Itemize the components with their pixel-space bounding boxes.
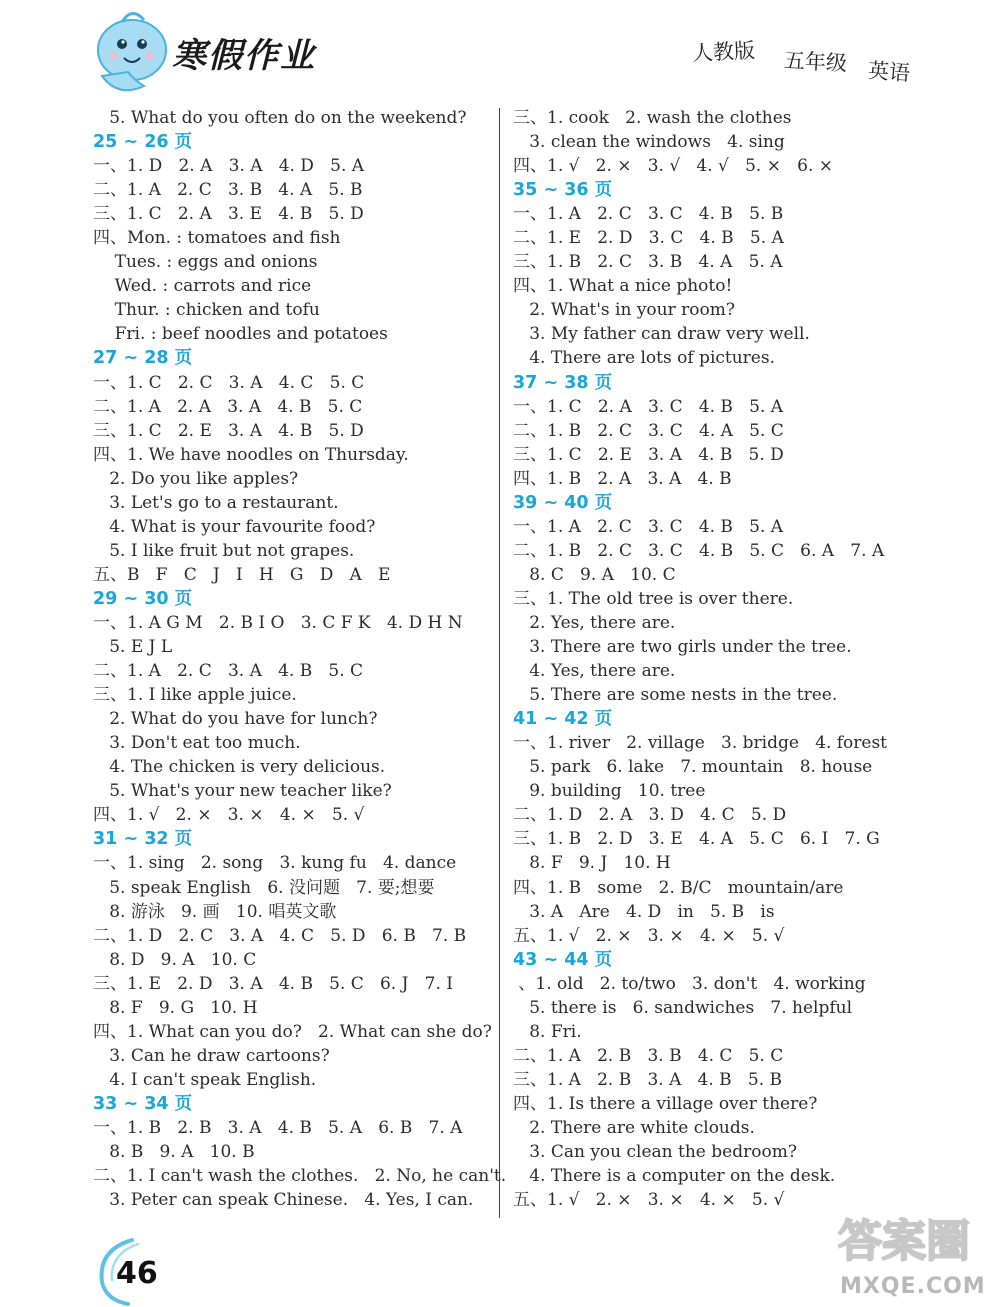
answer-line: 四、Mon. : tomatoes and fish	[93, 228, 341, 249]
right-answer-column	[513, 106, 923, 1212]
answer-line: 、1. old 2. to/two 3. don't 4. working	[513, 973, 866, 994]
answer-line: 8. B 9. A 10. B	[93, 1142, 255, 1163]
answer-line: 3. A Are 4. D in 5. B is	[513, 901, 775, 922]
watermark-logo-text: 答案圈	[838, 1216, 970, 1267]
answer-line: 五、1. √ 2. × 3. × 4. × 5. √	[513, 1190, 785, 1211]
answer-line: 三、1. cook 2. wash the clothes	[513, 108, 792, 128]
answer-line: 四、1. What a nice photo!	[513, 276, 733, 297]
answer-line: 五、B F C J I H G D A E	[93, 564, 391, 585]
answer-line: 8. F 9. G 10. H	[93, 997, 258, 1018]
answer-line: 二、1. B 2. C 3. C 4. A 5. C	[513, 420, 784, 441]
answer-line: 三、1. C 2. A 3. E 4. B 5. D	[93, 204, 364, 225]
answer-line: 二、1. A 2. A 3. A 4. B 5. C	[93, 396, 363, 417]
answer-line: 8. D 9. A 10. C	[93, 949, 257, 970]
page-range-heading: 25 ~ 26 页	[93, 132, 193, 153]
answer-line: 2. Yes, there are.	[513, 612, 676, 633]
answer-line: 四、1. Is there a village over there?	[513, 1093, 818, 1114]
answer-line: 9. building 10. tree	[513, 781, 706, 802]
answer-line: 3. Can you clean the bedroom?	[513, 1142, 797, 1163]
answer-line: 一、1. sing 2. song 3. kung fu 4. dance	[93, 853, 457, 874]
answer-line: 5. park 6. lake 7. mountain 8. house	[513, 757, 873, 778]
answer-line: 3. There are two girls under the tree.	[513, 637, 852, 658]
answer-line: 三、1. A 2. B 3. A 4. B 5. B	[513, 1069, 782, 1090]
answer-line: 二、1. A 2. C 3. B 4. A 5. B	[93, 180, 363, 201]
answer-line: 8. Fri.	[513, 1021, 582, 1042]
answer-line: 5. What do you often do on the weekend?	[93, 108, 467, 128]
page-range-heading: 37 ~ 38 页	[513, 372, 613, 393]
answer-line: 五、1. √ 2. × 3. × 4. × 5. √	[513, 925, 785, 946]
answer-line: 三、1. B 2. C 3. B 4. A 5. A	[513, 252, 783, 273]
left-answer-column	[93, 106, 507, 1212]
answer-line: 8. F 9. J 10. H	[513, 853, 671, 874]
answer-line: 3. Don't eat too much.	[93, 733, 301, 754]
answer-line: 一、1. A G M 2. B I O 3. C F K 4. D H N	[93, 612, 463, 633]
answer-line: 一、1. B 2. B 3. A 4. B 5. A 6. B 7. A	[93, 1117, 463, 1138]
page-range-heading: 41 ~ 42 页	[513, 709, 613, 730]
answer-line: 3. My father can draw very well.	[513, 324, 810, 345]
answer-line: 4. I can't speak English.	[93, 1069, 317, 1090]
answer-line: 三、1. C 2. E 3. A 4. B 5. D	[93, 420, 364, 441]
answer-line: 5. there is 6. sandwiches 7. helpful	[513, 997, 853, 1018]
answer-line: 二、1. E 2. D 3. C 4. B 5. A	[513, 228, 784, 249]
answer-line: Wed. : carrots and rice	[93, 276, 312, 297]
answer-line: 四、1. B 2. A 3. A 4. B	[513, 468, 732, 489]
answer-line: 二、1. D 2. A 3. D 4. C 5. D	[513, 805, 787, 826]
answer-line: 5. What's your new teacher like?	[93, 781, 392, 802]
answer-line: 5. I like fruit but not grapes.	[93, 540, 355, 561]
page-range-heading: 43 ~ 44 页	[513, 949, 613, 970]
answer-line: 四、1. B some 2. B/C mountain/are	[513, 877, 844, 898]
answer-line: 2. What's in your room?	[513, 300, 735, 321]
publisher-label: 人教版	[691, 38, 756, 66]
answer-line: 8. C 9. A 10. C	[513, 564, 676, 585]
answer-line: 四、1. We have noodles on Thursday.	[93, 444, 409, 465]
subject-label: 英语	[867, 58, 911, 86]
answer-line: 二、1. I can't wash the clothes. 2. No, he can't.	[93, 1166, 507, 1187]
page-range-heading: 39 ~ 40 页	[513, 492, 613, 513]
answer-line: 一、1. D 2. A 3. A 4. D 5. A	[93, 156, 365, 177]
answer-line: 5. E J L	[93, 637, 173, 658]
answer-line: 4. What is your favourite food?	[93, 516, 376, 537]
answer-line: 一、1. A 2. C 3. C 4. B 5. A	[513, 516, 784, 537]
answer-line: Thur. : chicken and tofu	[93, 300, 320, 321]
answer-line: 4. Yes, there are.	[513, 661, 676, 682]
answer-line: 三、1. B 2. D 3. E 4. A 5. C 6. I 7. G	[513, 829, 880, 850]
answer-line: 二、1. B 2. C 3. C 4. B 5. C 6. A 7. A	[513, 540, 885, 561]
page-range-heading: 35 ~ 36 页	[513, 180, 613, 201]
page-range-heading: 31 ~ 32 页	[93, 829, 193, 850]
page-range-heading: 33 ~ 34 页	[93, 1093, 193, 1114]
answer-line: 4. There are lots of pictures.	[513, 348, 775, 369]
answer-line: 二、1. A 2. B 3. B 4. C 5. C	[513, 1045, 784, 1066]
answer-line: 5. speak English 6. 没问题 7. 要;想要	[93, 877, 435, 898]
answer-line: 三、1. C 2. E 3. A 4. B 5. D	[513, 444, 784, 465]
answer-line: 二、1. D 2. C 3. A 4. C 5. D 6. B 7. B	[93, 925, 467, 946]
watermark-text: MXQE.COM	[840, 1274, 986, 1299]
answer-line: 5. There are some nests in the tree.	[513, 685, 838, 706]
answer-line: Tues. : eggs and onions	[93, 252, 318, 273]
book-title: 寒假作业	[172, 36, 316, 76]
answer-line: 4. The chicken is very delicious.	[93, 757, 386, 778]
answer-line: 三、1. E 2. D 3. A 4. B 5. C 6. J 7. I	[93, 973, 453, 994]
answer-line: 四、1. What can you do? 2. What can she do?	[93, 1021, 492, 1042]
page-range-heading: 27 ~ 28 页	[93, 348, 193, 369]
answer-line: 8. 游泳 9. 画 10. 唱英文歌	[93, 901, 337, 922]
page-header	[0, 0, 1000, 100]
answer-line: 2. There are white clouds.	[513, 1117, 755, 1138]
answer-line: 2. What do you have for lunch?	[93, 709, 378, 730]
answer-line: 三、1. The old tree is over there.	[513, 588, 794, 609]
answer-line: 3. clean the windows 4. sing	[513, 132, 785, 153]
page-number: 46	[116, 1256, 158, 1291]
grade-label: 五年级	[783, 48, 848, 76]
answer-line: 3. Let's go to a restaurant.	[93, 492, 339, 513]
dolphin-mascot-icon	[88, 6, 174, 98]
answer-line: 2. Do you like apples?	[93, 468, 299, 489]
answer-line: 4. There is a computer on the desk.	[513, 1166, 836, 1187]
page-range-heading: 29 ~ 30 页	[93, 588, 193, 609]
answer-line: 四、1. √ 2. × 3. √ 4. √ 5. × 6. ×	[513, 156, 834, 177]
answer-line: 一、1. river 2. village 3. bridge 4. forest	[513, 733, 888, 754]
answer-line: Fri. : beef noodles and potatoes	[93, 324, 388, 345]
answer-line: 四、1. √ 2. × 3. × 4. × 5. √	[93, 805, 365, 826]
answer-line: 3. Can he draw cartoons?	[93, 1045, 330, 1066]
answer-line: 一、1. C 2. C 3. A 4. C 5. C	[93, 372, 365, 393]
answer-line: 三、1. I like apple juice.	[93, 685, 297, 706]
answer-line: 一、1. A 2. C 3. C 4. B 5. B	[513, 204, 784, 225]
answer-line: 二、1. A 2. C 3. A 4. B 5. C	[93, 661, 364, 682]
answer-line: 一、1. C 2. A 3. C 4. B 5. A	[513, 396, 784, 417]
answer-line: 3. Peter can speak Chinese. 4. Yes, I can.	[93, 1190, 474, 1211]
